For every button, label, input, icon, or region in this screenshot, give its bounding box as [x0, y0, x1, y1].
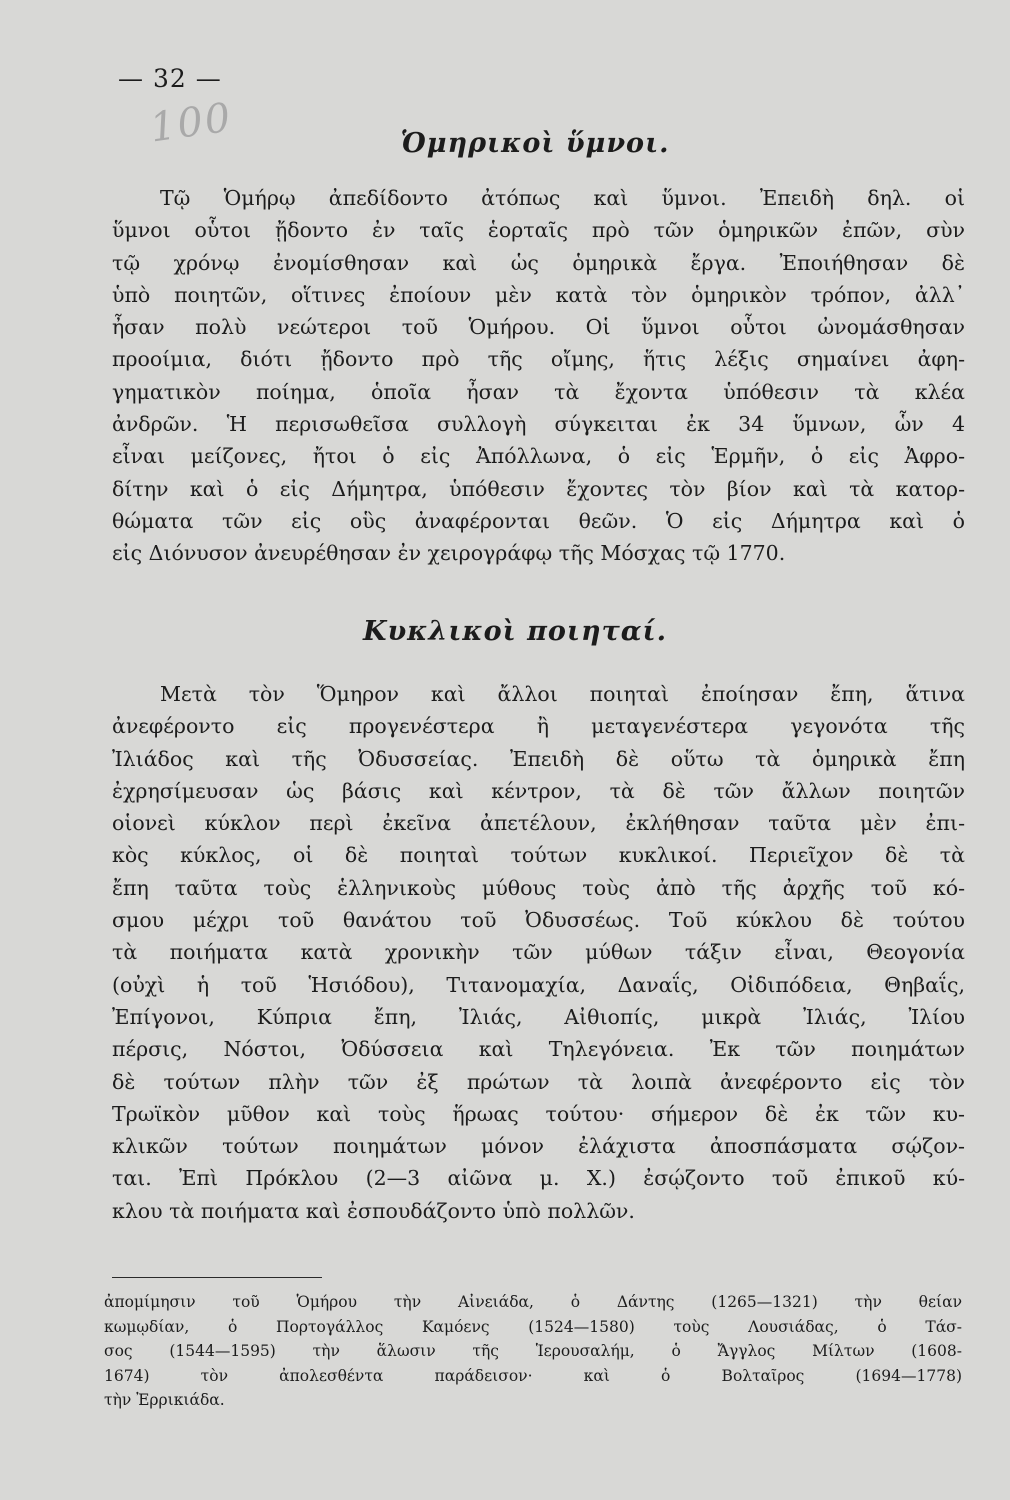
text-line: Τῷ Ὁμήρῳ ἀπεδίδοντο ἀτόπως καὶ ὕμνοι. Ἐπειδὴ δηλ. οἱ [160, 186, 965, 210]
text-line: ἀνδρῶν. Ἡ περισωθεῖσα συλλογὴ σύγκειται ἐκ 34 ὕμνων, ὧν 4 [112, 412, 965, 437]
text-line: ἀνεφέροντο εἰς προγενέστερα ἢ μεταγενέστερα γεγονότα τῆς [112, 714, 965, 739]
text-line: θώματα τῶν εἰς οὓς ἀναφέρονται θεῶν. Ὁ εἰς Δήμητρα καὶ ὁ [112, 508, 965, 533]
text-line: εἶναι μείζονες, ἤτοι ὁ εἰς Ἀπόλλωνα, ὁ εἰς Ἑρμῆν, ὁ εἰς Ἀφρο- [112, 444, 965, 469]
section-heading-cyclic-poets: Κυκλικοὶ ποιηταί. [362, 616, 668, 647]
text-line: τῷ χρόνῳ ἐνομίσθησαν καὶ ὡς ὁμηρικὰ ἔργα. Ἐποιήθησαν δὲ [112, 250, 965, 275]
footnote-line: τὴν Ἐρρικιάδα. [104, 1391, 225, 1410]
text-line: κὸς κύκλος, οἱ δὲ ποιηταὶ τούτων κυκλικοί. Περιεῖχον δὲ τὰ [112, 843, 965, 868]
text-line: ἔπη ταῦτα τοὺς ἑλληνικοὺς μύθους τοὺς ἀπὸ τῆς ἀρχῆς τοῦ κό- [112, 875, 965, 900]
text-line: οἱονεὶ κύκλον περὶ ἐκεῖνα ἀπετέλουν, ἐκλήθησαν ταῦτα μὲν ἐπι- [112, 811, 965, 836]
section-heading-homeric-hymns: Ὁμηρικοὶ ὕμνοι. [400, 128, 670, 159]
library-stamp: 100 [147, 94, 236, 152]
text-line: τὰ ποιήματα κατὰ χρονικὴν τῶν μύθων τάξιν εἶναι, Θεογονία [112, 940, 965, 965]
footnote-line: σος (1544—1595) τὴν ἅλωσιν τῆς Ἱερουσαλήμ, ὁ Ἄγγλος Μίλτων (1608- [104, 1342, 962, 1361]
text-line: δὲ τούτων πλὴν τῶν ἐξ πρώτων τὰ λοιπὰ ἀνεφέροντο εἰς τὸν [112, 1069, 965, 1094]
text-line: πέρσις, Νόστοι, Ὀδύσσεια καὶ Τηλεγόνεια. Ἐκ τῶν ποιημάτων [112, 1037, 965, 1062]
paragraph-cyclic-poets [112, 678, 965, 1227]
text-line: δίτην καὶ ὁ εἰς Δήμητρα, ὑπόθεσιν ἔχοντες τὸν βίον καὶ τὰ κατορ- [112, 476, 965, 501]
footnote-divider [112, 1277, 322, 1278]
text-line: Μετὰ τὸν Ὅμηρον καὶ ἄλλοι ποιηταὶ ἐποίησαν ἔπη, ἅτινα [160, 682, 965, 706]
text-line: ἐχρησίμευσαν ὡς βάσις καὶ κέντρον, τὰ δὲ τῶν ἄλλων ποιητῶν [112, 778, 965, 803]
text-line: Τρωϊκὸν μῦθον καὶ τοὺς ἥρωας τούτου· σήμερον δὲ ἐκ τῶν κυ- [112, 1101, 965, 1126]
text-line: ὑπὸ ποιητῶν, οἵτινες ἐποίουν μὲν κατὰ τὸν ὁμηρικὸν τρόπον, ἀλλ᾽ [112, 282, 965, 307]
text-line: προοίμια, διότι ᾔδοντο πρὸ τῆς οἴμης, ἥτις λέξις σημαίνει ἀφη- [112, 347, 965, 372]
text-line: εἰς Διόνυσον ἀνευρέθησαν ἐν χειρογράφῳ τῆς Μόσχας τῷ 1770. [112, 541, 786, 566]
text-line: Ἰλιάδος καὶ τῆς Ὀδυσσείας. Ἐπειδὴ δὲ οὕτω τὰ ὁμηρικὰ ἔπη [112, 746, 965, 771]
paragraph-homeric-hymns [112, 182, 965, 570]
text-line: σμου μέχρι τοῦ θανάτου τοῦ Ὀδυσσέως. Τοῦ κύκλου δὲ τούτου [112, 908, 965, 933]
text-line: κλικῶν τούτων ποιημάτων μόνον ἐλάχιστα ἀποσπάσματα σῴζον- [112, 1134, 965, 1159]
footnote-line: ἀπομίμησιν τοῦ Ὁμήρου τὴν Αἰνειάδα, ὁ Δάντης (1265—1321) τὴν θείαν [104, 1293, 962, 1311]
text-line: ὕμνοι οὗτοι ᾔδοντο ἐν ταῖς ἑορταῖς πρὸ τῶν ὁμηρικῶν ἐπῶν, σὺν [112, 218, 965, 243]
text-line: Ἐπίγονοι, Κύπρια ἔπη, Ἰλιάς, Αἰθιοπίς, μικρὰ Ἰλιάς, Ἰλίου [112, 1004, 965, 1029]
footnote [104, 1290, 962, 1413]
text-line: (οὐχὶ ἡ τοῦ Ἡσιόδου), Τιτανομαχία, Δαναΐς, Οἰδιπόδεια, Θηβαΐς, [112, 972, 965, 997]
page-number: — 32 — [118, 64, 222, 93]
text-line: γηματικὸν ποίημα, ὁποῖα ἦσαν τὰ ἔχοντα ὑπόθεσιν τὰ κλέα [112, 379, 965, 404]
footnote-line: κωμῳδίαν, ὁ Πορτογάλλος Καμόενς (1524—1580) τοὺς Λουσιάδας, ὁ Τάσ- [104, 1317, 962, 1336]
footnote-line: 1674) τὸν ἀπολεσθέντα παράδεισον· καὶ ὁ Βολταῖρος (1694—1778) [104, 1366, 962, 1385]
text-line: ται. Ἐπὶ Πρόκλου (2—3 αἰῶνα μ. Χ.) ἐσῴζοντο τοῦ ἐπικοῦ κύ- [112, 1166, 965, 1191]
text-line: ἦσαν πολὺ νεώτεροι τοῦ Ὁμήρου. Οἱ ὕμνοι οὗτοι ὠνομάσθησαν [112, 315, 965, 340]
text-line: κλου τὰ ποιήματα καὶ ἐσπουδάζοντο ὑπὸ πολλῶν. [112, 1198, 635, 1223]
